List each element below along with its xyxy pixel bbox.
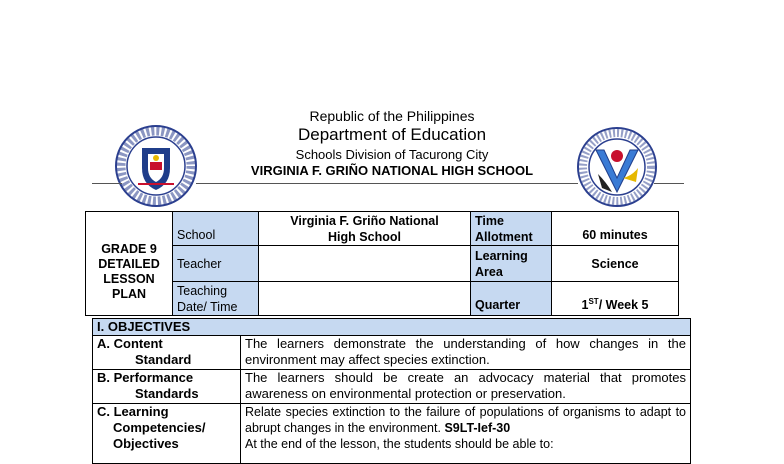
content-standard-label (93, 336, 241, 370)
quarter-number: 1 (581, 298, 589, 312)
performance-standard-label (93, 370, 241, 404)
competency-code: S9LT-Ief-30 (444, 421, 511, 435)
competency-label-c: Objectives (113, 436, 179, 451)
date-label: Teaching Date/ Time (173, 282, 259, 316)
competency-text2: At the end of the lesson, the students should be able to: (245, 437, 554, 451)
header-department: Department of Education (297, 125, 487, 144)
header-rule-left (92, 183, 122, 184)
competency-text: Relate species extinction to the failure of populations of organisms to adapt to abrupt changes in the environment. (245, 405, 686, 435)
competency-label-b: Competencies/ (113, 420, 206, 435)
performance-standard-text: The learners should be create an advocacy material that promotes awareness on environmental protection or preservation. (241, 370, 691, 404)
header-republic: Republic of the Philippines (309, 108, 475, 124)
header-rule-right (654, 183, 684, 184)
quarter-value (552, 282, 679, 316)
content-label-a: A. Content (97, 336, 163, 351)
header-rule-middle (196, 183, 578, 184)
plan-label: DETAILED LESSON PLAN (98, 256, 160, 301)
lesson-info-table (85, 211, 679, 316)
content-label-b: Standard (135, 352, 192, 367)
area-value: Science (552, 246, 679, 282)
header-division: Schools Division of Tacurong City (295, 147, 489, 162)
area-label: Learning Area (471, 246, 552, 282)
objectives-table (92, 318, 691, 464)
objectives-section-title: I. OBJECTIVES (93, 319, 691, 336)
content-standard-text: The learners demonstrate the understanding of how changes in the environment may affect species extinction. (241, 336, 691, 370)
performance-label-b: Standards (135, 386, 199, 401)
time-value: 60 minutes (552, 212, 679, 246)
performance-label-a: B. Performance (97, 370, 194, 385)
quarter-week: / Week 5 (598, 298, 649, 312)
date-value (259, 282, 471, 316)
grade-label: GRADE 9 (101, 241, 157, 256)
header-school-name: VIRGINIA F. GRIÑO NATIONAL HIGH SCHOOL (250, 163, 534, 178)
time-label: Time Allotment (471, 212, 552, 246)
quarter-label: Quarter (471, 282, 552, 316)
teacher-label: Teacher (173, 246, 259, 282)
grade-cell (86, 212, 173, 316)
learning-competencies-label (93, 404, 241, 464)
teacher-value (259, 246, 471, 282)
learning-competencies-text (241, 404, 691, 464)
quarter-suffix: ST (588, 296, 599, 306)
school-value: Virginia F. Griño National High School (259, 212, 471, 246)
school-label: School (173, 212, 259, 246)
competency-label-a: C. Learning (97, 404, 169, 419)
